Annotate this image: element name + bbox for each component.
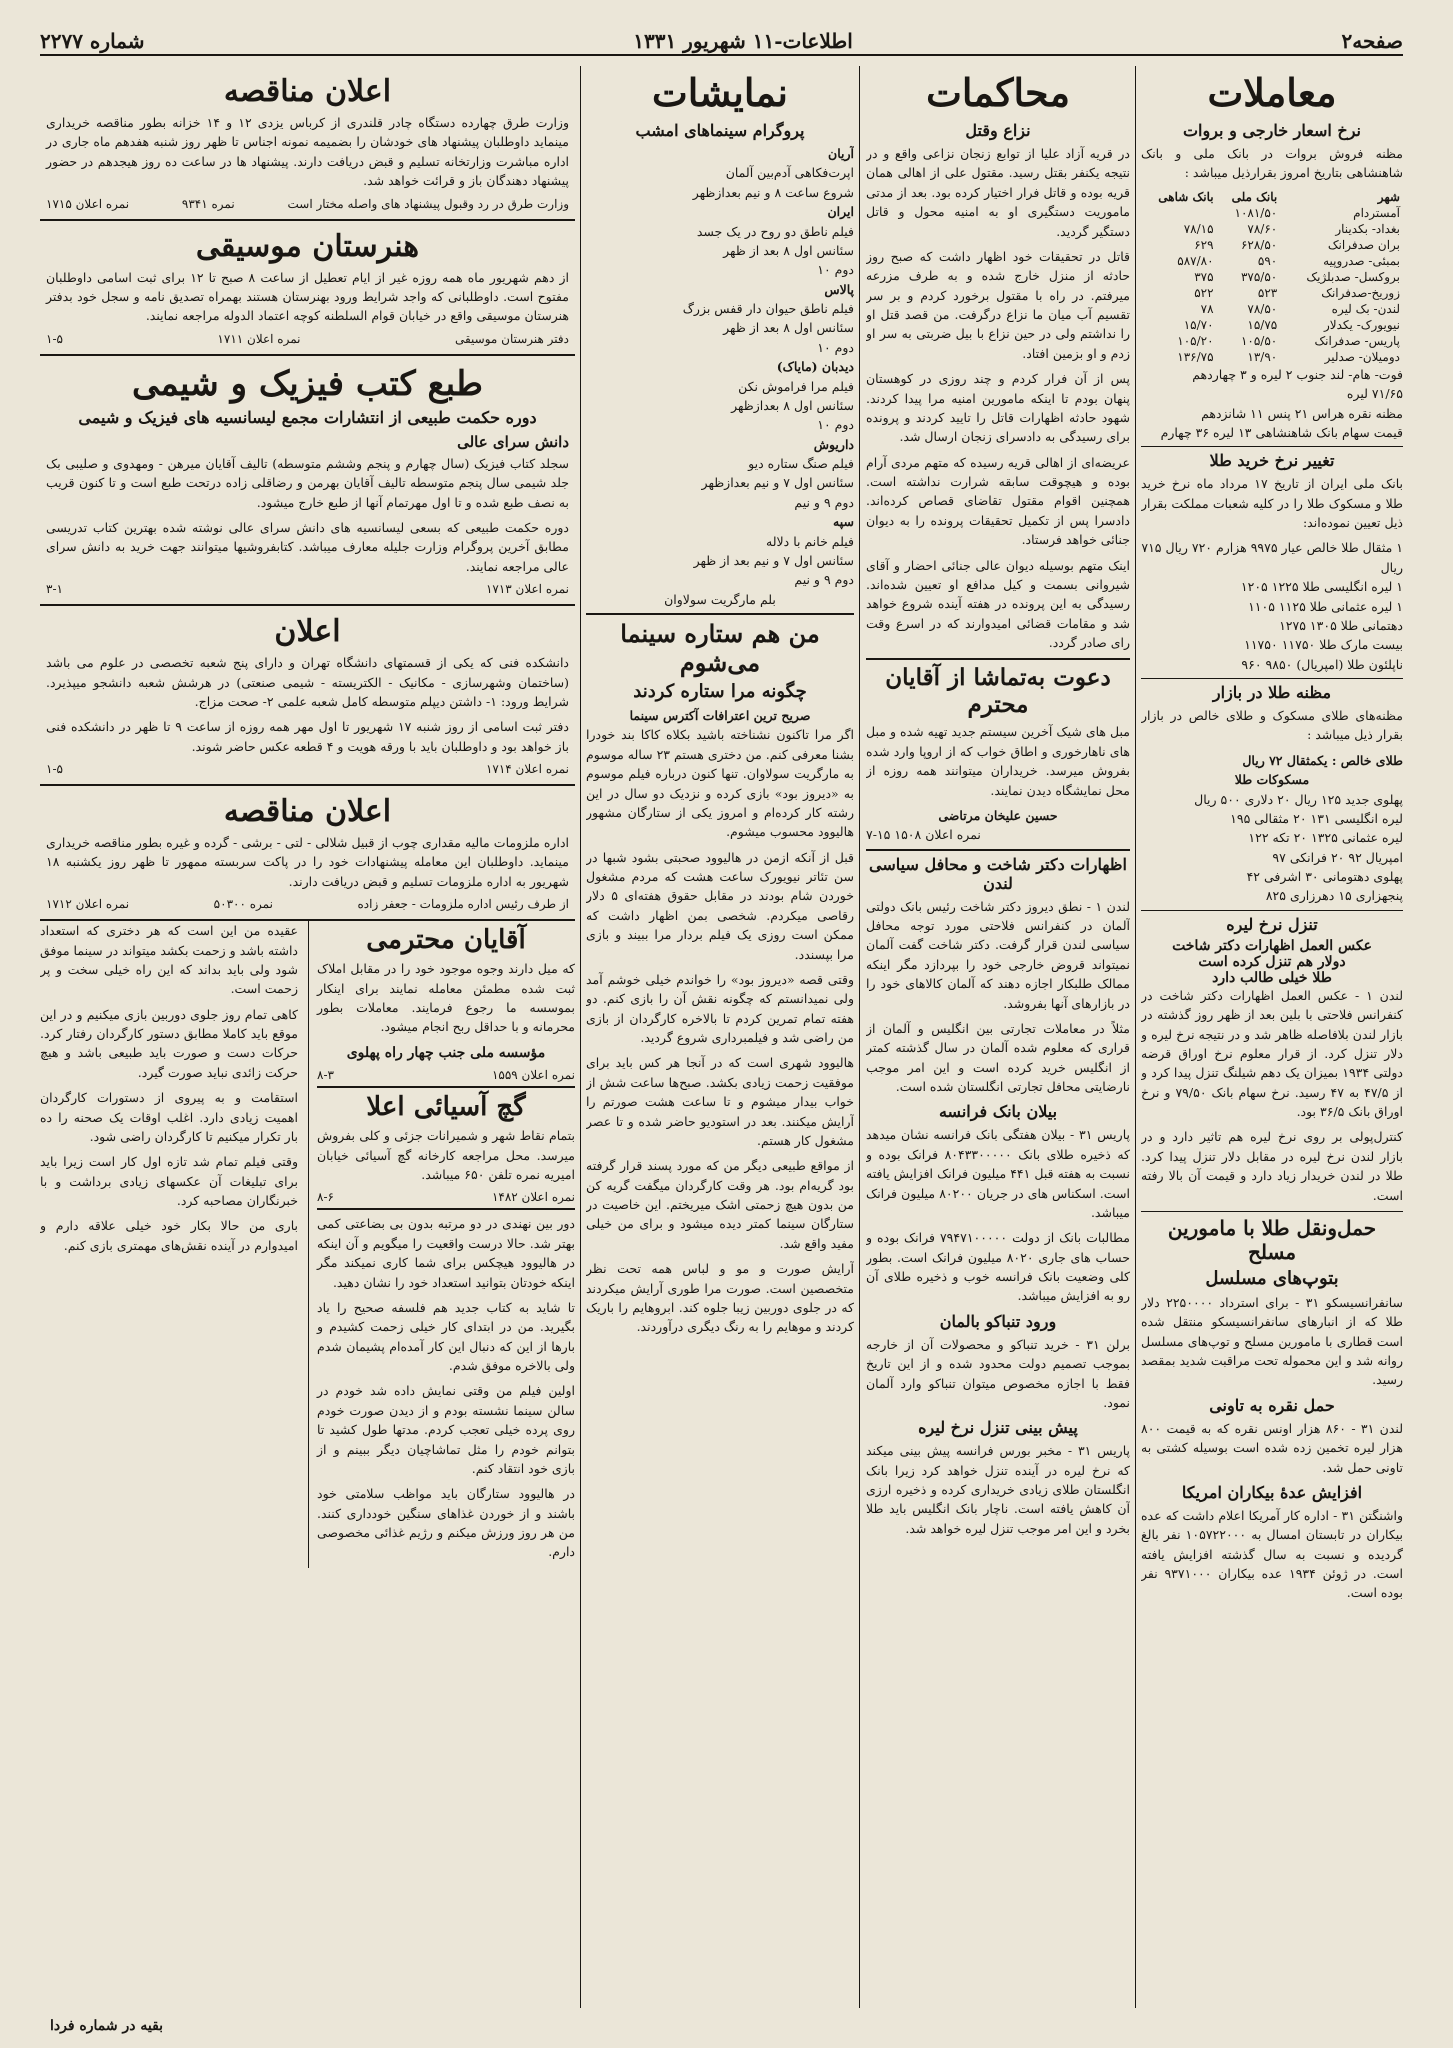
section-title-courts: محاکمات <box>926 70 1070 115</box>
table-cell <box>1141 205 1217 221</box>
table-row <box>1141 221 1403 237</box>
music-code: ۱-۵ <box>46 331 63 346</box>
books-body: سجلد کتاب فیزیک (سال چهارم و پنجم وششم متوسطه) تالیف آقایان میرهن - ومهدوی و صلیبی بک جلد شیمی سال پنجم متوسطه تالیف آقایان بهرمن و رضاقلی زاده درتحت طبع است و تا کنون قریب به نصف طبع شده و تا اول مهرتمام آنها از طبع خارج میشود. <box>46 455 569 510</box>
cinema-line: فیلم مرا فراموش نکن <box>738 378 854 394</box>
cinema-line: سئانس اول ۷ و نیم بعد از ظهر <box>693 552 854 568</box>
article-paragraph: استقامت و به‌ پیروی از دستورات کارگردان اهمیت زیادی دارد. اغلب اوقات یک صحنه را ده بار تکرار میکنیم تا کارگردان راضی شود. <box>40 1090 298 1144</box>
cinema-line: دوم ۹ و نیم <box>794 494 854 510</box>
notice-code: ۱-۵ <box>46 762 63 776</box>
fx-heading: نرخ اسعار خارجی و بروات <box>1182 121 1362 140</box>
cinema-line: دوم ۱۰ <box>817 262 854 278</box>
article-paragraph: قبل از آنکه ازمن در هالیوود صحبتی بشود شبها در سن تئاتر نیویورک ساعت هشت که مردم مشغول خوردن شام بودند در مقابل حقوق هفته‌ای ۵ دلار رقاصی میکردم. شخصی بمن اظهار داشت که ممکن است روزی یک فیلم بردار مرا ببیند و بازی مرا بپسندد. <box>586 849 854 962</box>
table-cell: ۳۷۵ <box>1194 269 1214 284</box>
books-title: طبع کتب فیزیک و شیمی <box>132 363 483 404</box>
gold-intro: بانک ملی ایران از تاریخ ۱۷ مرداد ماه نرخ خرید طلا و مسکوک طلا را در کلیه شعبات مملکت بقرار ذیل تعیین نموده‌اند: <box>1141 476 1403 530</box>
cinema-line: دوم ۱۰ <box>817 339 854 355</box>
table-cell: ۱۳۶/۷۵ <box>1177 349 1214 364</box>
cinema-line: شروع ساعت ۸ و نیم بعدازظهر <box>692 184 854 200</box>
divider <box>1141 1211 1403 1212</box>
invite-number: نمره اعلان ۱۵۰۸ ۱۵-۷ <box>866 827 981 843</box>
coin-row: امپریال ۹۲ ۲۰ فرانکی ۹۷ <box>1272 849 1403 865</box>
music-title: هنرستان موسیقی <box>195 228 420 264</box>
silver-heading: حمل نقره به‌ تاونی <box>1209 1395 1335 1415</box>
column-rule <box>859 66 860 2008</box>
fx-intro: مظنه فروش بروات در بانک ملی و بانک شاهنشاهی بتاریخ امروز بقرارذیل میباشد : <box>1141 146 1403 181</box>
page-label: صفحه۲ <box>1341 29 1403 53</box>
notice-body: دانشکده فنی که یکی از قسمتهای دانشگاه تهران و دارای پنج‌ شعبه تخصصی در علوم می باشد (ساختمان وشهرسازی - مکانیک - الکتریسته - شیمی صنعتی) در هرشش شعبه دانشجو میپذیرد. شرایط ورود: ۱- داشتن دیپلم متوسطه کامل شعبه علمی ۲- صحت مزاج. <box>46 655 569 709</box>
star-kicker: صریح ترین اعترافات آکترس سینما <box>629 708 811 723</box>
gold-row: ۱ لیره انگلیسی طلا ۱۲۲۵ ۱۲۰۵ <box>1240 579 1403 595</box>
program-footer: بلم مارگریت سولاوان <box>664 591 776 607</box>
table-cell: ۳۷۵/۵۰ <box>1240 269 1278 284</box>
table-cell: نیویورک- یکدلار <box>1323 317 1400 332</box>
silver-body: لندن ۳۱ - ۸۶۰ هزار اونس نقره که به قیمت ۸۰۰ هزار لیره تخمین زده شده است بوسیله کشتی به‌ تاونی حمل شد. <box>1141 1420 1403 1475</box>
article-paragraph: هالیوود شهری است که در آنجا هر کس باید برای موفقیت زحمت زیادی بکشد. صبح‌ها ساعت شش از خواب بیدار میشوم و تا ساعت هشت صورتم را آرایش میکنند. بعد در استودیو حاضر شده و تا عصر مشغول کار هستم. <box>586 1055 854 1148</box>
table-row <box>1141 333 1403 349</box>
music-body: از دهم شهریور ماه همه روزه غیر از ایام تعطیل از ساعت ۸ صبح تا ۱۲ برای ثبت اسامی داوطلبان مفتوح است. داوطلبانی که واجد شرایط ورود بهنرستان هستند بهمراه تصدیق نامه و سجل خود بدفتر هنرستان موسیقی واقع در خیابان قوام السلطنه کوچه اعتماد الدوله مراجعه نمایند. <box>46 269 570 324</box>
music-school-ad <box>40 221 575 356</box>
fx-note: قیمت سهام بانک شاهنشاهی ۱۳ لیره ۳۶ چهارم <box>1160 424 1403 440</box>
table-header-cell: شهر <box>1377 189 1400 204</box>
tender-number: نمره اعلان ۱۷۱۲ <box>46 897 130 912</box>
article-paragraph: تا شاید به کتاب جدید هم فلسفه صحیح را یاد بگیرید. من در ابتدای کار خیلی زحمت کشیدم و بارها از این که دنبال این کار آمده‌ام پشیمان شدم ولی بالاخره موفق شدم. <box>317 1299 575 1374</box>
cinema-line: سئانس اول ۸ بعدازظهر <box>731 397 854 413</box>
pound-subheading: طلا خیلی طالب دارد <box>1212 969 1332 986</box>
gents-title: آقایان محترمی <box>366 925 526 956</box>
divider <box>317 1086 575 1088</box>
tender-title: اعلان مناقصه <box>223 794 392 829</box>
cinema-line: سئانس اول ۷ و نیم بعدازظهر <box>701 475 854 491</box>
bank-france-title: بیلان بانک فرانسه <box>938 1102 1058 1122</box>
music-signature: دفتر هنرستان موسیقی <box>454 331 569 346</box>
article-paragraph: اگر مرا تاکنون نشناخته باشید بکلاه کاکا بند خودرا بشنا معرفی کنم. من دختری هستم ۲۳ ساله موسوم به مارگریت سولاوان. تنها کنون درباره فیلم موسوم به «دیروز بود» بازی کرده و نزدیک دو سال در این رشته کار کرده‌ام و امروز یکی از ستارگان مشهور هالیوود محسوب میشوم. <box>586 727 854 840</box>
divider <box>1141 446 1403 447</box>
pound-subheading: عکس العمل اظهارات دکتر شاخت <box>1172 937 1372 954</box>
pound-subheading: دولار هم تنزل کرده است <box>1198 953 1346 970</box>
bazaar-text: مظنه‌های طلای مسکوک و طلای خالص در بازار بقرار ذیل میباشد : <box>1141 708 1403 743</box>
tender-ad-2 <box>40 786 575 921</box>
gold-row: ناپلئون طلا (امپریال) ۹۸۵۰ ۹۶۰ <box>1241 656 1403 672</box>
fx-rates-table <box>1141 189 1403 365</box>
issue-number: شماره ۲۲۷۷ <box>40 29 145 53</box>
plaster-number: نمره اعلان ۱۴۸۲ <box>491 1190 575 1205</box>
article-paragraph: در هالیوود ستارگان باید مواظب سلامتی خود باشند و از خوردن غذاهای سنگین خودداری کنند. من هر روز ورزش میکنم و رژیم غذائی مخصوصی دارم. <box>317 1486 575 1560</box>
table-row <box>1141 253 1403 269</box>
notice-body: دفتر ثبت اسامی از روز شنبه ۱۷ شهریور تا اول مهر همه روزه از ساعت ۹ تا ظهر در دانشکده فنی باز خواهد بود و داوطلبان باید با ورقه هویت و ۴ قطعه عکس حاضر شوند. <box>46 719 569 754</box>
fx-note: فوت- هام- لند جنوب ۲ لیره و ۳ چهاردهم <box>1192 366 1403 382</box>
cinema-name: دیدبان (مایاک) <box>776 359 854 375</box>
tobacco-title: ورود تنباکو بالمان <box>939 1311 1057 1331</box>
cinema-line: فیلم خانم با دلاله <box>766 533 854 549</box>
table-cell: بغداد- بکدینار <box>1335 221 1400 236</box>
armed-subheading: بتوپ‌های مسلسل <box>1205 1267 1339 1289</box>
article-paragraph: پس از آن فرار کردم و چند روزی در کوهستان پنهان بودم تا اینکه مامورین امنیه مرا پیدا کردند. شهود حادثه اظهارات قاتل را تایید کردند و پرونده برای رسیدگی به دادسرای زنجان ارسال شد. <box>866 371 1130 445</box>
program-title: پروگرام سینماهای امشب <box>635 121 805 140</box>
invite-title: دعوت به‌تماشا از آقایان محترم <box>885 664 1111 719</box>
coin-row: پهلوی دهتومانی ۳۰ اشرفی ۴۲ <box>1246 869 1403 884</box>
fx-note: ۷۱/۶۵ لیره <box>1346 386 1403 402</box>
books-number: نمره اعلان ۱۷۱۳ <box>485 582 569 597</box>
forecast-title: پیش بینی تنزل نرخ لیره <box>918 1418 1078 1438</box>
table-cell: دومیلان- صدلیر <box>1324 349 1400 364</box>
unemployment-body: واشنگتن ۳۱ - اداره کار آمریکا اعلام داشت که عده بیکاران در تابستان امسال به ۱۰۵۷۲۲۰۰۰ نفر بالغ گردیده و نسبت به سال گذشته افزایش یافته است. در ژوئن ۱۹۳۴ عده بیکاران ۹۳۷۱۰۰۰ نفر بوده است. <box>1141 1507 1403 1601</box>
table-cell: ۱۵/۷۵ <box>1247 317 1278 332</box>
article-paragraph: عقیده من این است که هر دختری که استعداد داشته باشد و زحمت بکشد میتواند در سینما موفق شود ولی باید بداند که این راه خیلی سخت و پر زحمت است. <box>40 923 298 997</box>
cinema-name: سپه <box>833 514 854 530</box>
schacht-title: اظهارات دکتر شاخت و محافل سیاسی لندن <box>869 854 1127 893</box>
armed-heading: حمل‌ونقل طلا با مامورین مسلح <box>1167 1215 1377 1264</box>
table-cell: ۱۰۸۱/۵۰ <box>1234 205 1278 220</box>
table-cell: آمستردام <box>1353 205 1400 220</box>
table-cell: ۱۰۵/۵۰ <box>1240 333 1278 348</box>
lower-ads-row <box>40 921 575 1568</box>
article-paragraph: عریضه‌ای از اهالی قریه رسیده که متهم مردی آرام بوده و هیچوقت سابقه شرارت نداشته است. همچنین اقوام مقتول تقاضای قصاص کرده‌اند. دادسرا پس از تکمیل تحقیقات پرونده را به دیوان جنائی خواهد فرستاد. <box>866 454 1130 548</box>
article-paragraph: برلن ۳۱ - خرید تنباکو و محصولات آن از خارجه بموجب تصمیم دولت محدود شده و از این تاریخ فقط با اجازه مخصوص میتوان تنباکو وارد آلمان نمود. <box>866 1336 1130 1410</box>
tender-signature: از طرف رئیس اداره ملزومات - جعفر زاده <box>357 897 569 912</box>
gold-heading: تغییر نرخ خرید طلا <box>1209 451 1335 471</box>
table-row <box>1141 285 1403 301</box>
gents-number: نمره اعلان ۱۵۵۹ <box>491 1068 575 1083</box>
column-transactions <box>1141 66 1403 2008</box>
column-ads <box>40 66 575 2008</box>
divider <box>866 658 1130 660</box>
bazaar-pure: طلای خالص : یکمثقال ۷۲ ریال <box>1242 752 1403 768</box>
tender-body: اداره ملزومات مالیه مقداری چوب از قبیل شلالی - لتی - برشی - گرده و غیره بطور مناقصه خریداری مینماید. داوطلبان این معامله پیشنهادات خود را در پاکت سربسته ممهور تا ظهر روز یکشنبه ۱۸ شهریور به اداره ملزومات تسلیم و قبض دریافت دارند. <box>46 835 569 889</box>
table-cell: بمبئی- صدروپیه <box>1323 253 1400 268</box>
cinema-name: آریان <box>828 146 854 161</box>
masthead-date: اطلاعات-۱۱ شهریور ۱۳۳۱ <box>633 29 853 53</box>
article-paragraph: پاریس ۳۱ - مخبر بورس فرانسه پیش بینی میکند که نرخ لیره در آینده تنزل خواهد کرد زیرا بانک انگلستان طلای زیادی خریداری کرده و ذخیره ارزی آن کاهش یافته است. ناچار بانک انگلیس باید طلا بخرد و این امر موجب تنزل لیره خواهد شد. <box>866 1443 1130 1536</box>
pound-heading: تنزل نرخ لیره <box>1226 914 1318 934</box>
article-paragraph: مطالبات بانک از دولت ۷۹۴۷۱۰۰۰۰۰ فرانک بوده و حساب های جاری ۸۰۲۰ میلیون فرانک است. بطور کلی وضعیت بانک فرانسه خوب و ذخیره طلای آن رو به افزایش میباشد. <box>866 1230 1130 1304</box>
bazaar-coins-heading: مسکوکات طلا <box>1234 772 1310 788</box>
star-continuation <box>40 921 298 1568</box>
table-cell: ۷۸/۱۵ <box>1183 221 1214 236</box>
table-cell: ۱۰۵/۲۰ <box>1177 333 1214 348</box>
table-header-cell: بانک ملی <box>1231 189 1278 204</box>
pound-body: لندن ۱ - عکس العمل اظهارات دکتر شاخت در کنفرانس فلاحتی با بلین بعد از ظهر روز گذشته در بازار لندن بلافاصله ظاهر شد و در نتیجه نرخ لیره و دلار تنزل کرد. از قرار معلوم نرخ اوراق قرضه دولتی ۱۹۳۴ بمیزان یک دهم شیلنگ تنزل پیدا کرد و از ۴۷/۵ به ۴۷ رسید. نرخ سهام بانک ۷۹/۵۰ و نرخ اوراق بانک ۳۶/۵ بود. <box>1141 987 1403 1119</box>
table-row <box>1141 317 1403 333</box>
notice-number: نمره اعلان ۱۷۱۴ <box>485 762 569 776</box>
table-cell: ۵۲۲ <box>1194 285 1214 300</box>
article-paragraph: دور بین نهندی در دو مرتبه بدون بی بضاعتی کمی بهتر شد. حالا درست واقعیت را میگویم و آن اینکه در هالیوود هیچکس برای شما کاری نمیکند مگر اینکه خودتان بتوانید استعداد خود را نشان دهید. <box>317 1216 575 1290</box>
table-cell: ۵۲۳ <box>1257 285 1278 300</box>
coin-row: پنجهزاری ۱۵ دهرزاری ۸۲۵ <box>1265 888 1403 904</box>
gents-signature: مؤسسه ملی جنب چهار راه پهلوی <box>346 1044 546 1061</box>
tender-code: نمره ۵۰۳۰۰ <box>213 897 273 912</box>
books-school: دانش سرای عالی <box>457 432 569 451</box>
coin-row: لیره انگلیسی ۱۳۱ ۲۰ مثقالی ۱۹۵ <box>1230 810 1403 826</box>
cinema-line: فیلم صنگ ستاره دیو <box>748 456 854 471</box>
article-paragraph: وقتی فیلم تمام شد تازه اول کار است زیرا باید برای تبلیغات آن عکسهای زیادی برداشت و با خبرنگاران مصاحبه کرد. <box>40 1154 298 1208</box>
books-code: ۳-۱ <box>46 582 63 597</box>
gold-row: دهتمانی طلا ۱۳۰۵ ۱۲۷۵ <box>1279 617 1403 633</box>
tender-body: وزارت طرق چهارده دستگاه چادر قلندری از کرباس یزدی ۱۲ و ۱۴ خزانه بطور مناقصه خریداری مینماید داوطلبان پیشنهاد های خودشان را بضمیمه نمونه اجناس تا ظهر روز شنبه هفدهم ماه جاری در اداره مباشرت وزارتخانه تسلیم و قبض دریافت دارند. پیشنهاد ها در ساعت ده روز هیجدهم در حضور پیشنهاد دهندگان باز و قرائت خواهد شد. <box>46 115 569 189</box>
invite-body: مبل های شیک آخرین سیستم جدید تهیه شده و مبل های ناهارخوری و اطاق خواب که از اروپا وارد شده بفروش میرسد. خریداران میتوانند همه روزه از محل نمایشگاه دیدن نمایند. <box>866 724 1130 798</box>
gents-and-plaster-ads <box>308 921 575 1568</box>
invite-signature: حسین علیخان مرتاضی <box>938 807 1058 823</box>
column-rule <box>1135 66 1136 2008</box>
unemployment-heading: افزایش عدهٔ بیکاران امریکا <box>1181 1482 1363 1502</box>
notice-title: اعلان <box>274 614 341 650</box>
cinema-line: دوم ۹ و نیم <box>794 572 854 588</box>
table-header-cell: بانک شاهی <box>1158 189 1214 204</box>
article-paragraph: آرایش صورت و مو و لباس همه تحت نظر متخصصین است. صورت مرا طوری آرایش میکردند که در جلوی دوربین زیبا جلوه کند. ابروهایم را باریک کردند و موهایم را به رنگ دیگری درآوردند. <box>586 1261 854 1335</box>
table-cell: زوریخ-صدفرانک <box>1321 285 1400 300</box>
table-cell: ۱۵/۷۰ <box>1183 317 1214 332</box>
gold-row: بیست مارک طلا ۱۱۷۵۰ ۱۱۷۵۰ <box>1244 637 1403 653</box>
cinema-name: ایران <box>827 204 854 220</box>
notice-ad <box>40 606 575 786</box>
table-row <box>1141 349 1403 365</box>
music-number: نمره اعلان ۱۷۱۱ <box>217 331 301 346</box>
article-paragraph: کاهی تمام روز جلوی دوربین بازی میکنیم و در این موقع باید کاملا مطابق دستور کارگردان رفتار کرد. حرکات دست و صورت باید طبیعی باشد و هیچ حرکت زائدی نباید صورت گیرد. <box>40 1006 298 1080</box>
article-paragraph: در قریه آزاد علیا از توابع زنجان نزاعی واقع و در نتیجه یکنفر بقتل رسید. مقتول علی از اهالی همان قریه بوده و قاتل فرار اختیار کرده بود. بعد از مدتی ماموریت دستگیری او به امنیه محول و قاتل دستگیر گردید. <box>866 146 1130 239</box>
plaster-title: گچ آسیائی اعلا <box>366 1092 526 1123</box>
fx-note: مظنه نقره هراس ۲۱ پنس ۱۱ شانزدهم <box>1201 405 1403 421</box>
column-rule <box>580 66 581 2008</box>
coin-row: لیره عثمانی ۱۳۲۵ ۲۰ تکه ۱۲۲ <box>1248 830 1403 846</box>
books-ad <box>40 356 575 607</box>
gents-code: ۸-۳ <box>317 1068 334 1083</box>
article-paragraph: قاتل در تحقیقات خود اظهار داشت که صبح روز حادثه از منزل خارج شده و به طرف مزرعه میرفتم. در راه با مقتول برخورد کردم و بر سر تقسیم آب میان ما نزاع درگرفت. من قصد قتل او را نداشتم ولی در حین نزاع با بیل ضربتی به سر او زدم و او بزمین افتاد. <box>866 248 1130 361</box>
table-cell: بروکسل- صدبلژیک <box>1306 269 1400 284</box>
divider <box>866 849 1130 851</box>
star-title: من هم ستاره سینما می‌شوم <box>620 619 820 677</box>
cinema-line: فیلم ناطق حیوان دار قفس بزرگ <box>682 301 854 316</box>
table-cell: ۷۸ <box>1200 301 1214 316</box>
table-row <box>1141 269 1403 285</box>
table-cell: ۷۸/۵۰ <box>1247 301 1278 316</box>
gold-row: ۱ مثقال طلا خالص عیار ۹۹۷۵ هزارم ۷۲۰ ریال ۷۱۵ ریال <box>1141 540 1403 575</box>
article-paragraph: لندن ۱ - نطق دیروز دکتر شاخت رئیس بانک دولتی آلمان در کنفرانس فلاحتی مورد توجه محافل سیاسی لندن قرار گرفت. دکتر شاخت گفت آلمان نمیتواند قروض خارجی خود را بپردازد مگر اینکه ممالک طلبکار اجازه دهند که آلمان کالاهای خود را در بازارهای آنها بفروشد. <box>866 898 1130 1011</box>
table-cell: لندن- بک لیره <box>1331 301 1400 316</box>
table-row <box>1141 237 1403 253</box>
gold-row: ۱ لیره عثمانی طلا ۱۱۲۵ ۱۱۰۵ <box>1248 598 1403 614</box>
cinema-line: فیلم ناطق دو روح در یک جسد <box>696 223 854 239</box>
article-paragraph: مثلاً در معاملات تجارتی بین انگلیس و آلمان از قراری که معلوم شده آلمان در سال گذشته کمتر از انگلیس خرید کرده است و این امر موجب نارضایتی محافل تجارتی انگلستان شده است. <box>866 1020 1130 1094</box>
page-header <box>40 28 1403 56</box>
cinema-line: اپرت‌فکاهی آدم‌بین‌ آلمان <box>725 165 854 181</box>
tender-code: نمره ۹۳۴۱ <box>181 196 235 211</box>
table-cell: پاریس- صدفرانک <box>1314 333 1400 348</box>
column-shows <box>586 66 854 2008</box>
tender-number: نمره اعلان ۱۷۱۵ <box>46 196 130 211</box>
table-cell: ۱۳/۹۰ <box>1247 349 1278 364</box>
table-cell: ۵۹۰ <box>1257 253 1278 268</box>
article-paragraph: اولین فیلم من وقتی نمایش داده شد خودم در سالن سینما نشسته بودم و از دیدن صورت خودم روی پرده خیلی تعجب کردم. مدتها طول کشید تا بتوانم خودم را مثل تماشاچیان دیگر ببینم و از بازی خود انتقاد کنم. <box>317 1383 575 1476</box>
article-paragraph: پاریس ۳۱ - بیلان هفتگی بانک فرانسه نشان میدهد که ذخیره طلای بانک ۸۰۴۳۳۰۰۰۰۰ فرانک بوده و نسبت به هفته قبل ۴۴۱ میلیون فرانک افزایش یافته است. اسکناس های در جریان ۸۰۲۰۰ میلیون فرانک میباشد. <box>866 1127 1130 1220</box>
divider <box>317 1208 575 1210</box>
table-row <box>1141 205 1403 221</box>
armed-body: سانفرانسیسکو ۳۱ - برای استرداد ۲۲۵۰۰۰۰ دلار طلا که از انبارهای سانفرانسیسکو منتقل شده است قطاری با مامورین مسلح و توپ‌های مسلسل روانه شد و این محموله تحت مراقبت شدید بمقصد رسید. <box>1141 1294 1403 1388</box>
article-paragraph: از مواقع طبیعی دیگر من که مورد پسند قرار گرفته بود گریه‌ام بود. هر وقت کارگردان میگفت گریه کن من بدون هیچ زحمتی اشک میریختم. این خاصیت در ستارگان سینما کمتر دیده میشود و برای من خیلی مفید واقع شد. <box>586 1158 854 1251</box>
cinema-line: دوم ۱۰ <box>817 417 854 433</box>
tender-ad-1 <box>40 66 575 221</box>
article-paragraph: باری من حالا بکار خود خیلی علاقه دارم و امیدوارم در آینده نقش‌های مهمتری بازی کنم. <box>40 1218 298 1253</box>
fx-table-header <box>1141 189 1403 205</box>
pound-body: کنترل‌پولی بر روی نرخ لیره هم تاثیر دارد و در بازار لندن نرخ لیره در مقابل دلار تنزل پیدا کرد. طلا در لندن خریدار زیاد دارد و قیمت آن بالا رفته است. <box>1141 1129 1403 1203</box>
table-cell: ۶۲۸/۵۰ <box>1240 237 1278 252</box>
cinema-line: سئانس اول ۸ بعد از ظهر <box>723 320 854 336</box>
table-cell: ۷۸/۶۰ <box>1247 221 1278 236</box>
section-title-transactions: معاملات <box>1207 70 1337 115</box>
continued-note: بقیه در شماره فردا <box>50 2018 164 2034</box>
bazaar-heading: مظنه طلا در بازار <box>1212 683 1332 702</box>
cinema-line: سئانس اول ۸ بعد از ظهر <box>723 242 854 258</box>
divider <box>1141 910 1403 911</box>
courts-subheading: نزاع وقتل <box>965 121 1031 140</box>
article-paragraph: وقتی قصه «دیروز بود» را خواندم خیلی خوشم آمد ولی نمیدانستم که چگونه نقش آن را بازی کنم. دو هفته تمام تمرین کردم تا بالاخره کارگردان از بازی من راضی شد و فیلمبرداری شروع گردید. <box>586 971 854 1045</box>
plaster-body: بتمام نقاط شهر و شمیرانات جزئی و کلی بفروش میرسد. محل مراجعه کارخانه گچ آسیائی خیابان امیریه نمره تلفن ۶۵۰ میباشد. <box>317 1128 575 1183</box>
column-courts <box>866 66 1130 2008</box>
table-cell: بران صدفرانک <box>1327 237 1400 252</box>
star-subtitle: چگونه مرا ستاره کردند <box>633 681 807 702</box>
cinema-name: داریوش <box>813 436 854 452</box>
article-paragraph: اینک متهم بوسیله دیوان عالی جنائی احضار و آقای شیروانی بسمت و کیل مدافع او تعیین شده‌اند. رسیدگی به این پرونده در هفته آینده شروع خواهد شد و مقامات قضائی امیدوارند که در اسرع وقت رای صادر گردد. <box>866 557 1130 650</box>
books-subtitle: دوره حکمت طبیعی از انتشارات مجمع لیسانسیه های فیزیک و شیمی <box>78 407 537 427</box>
divider <box>1141 678 1403 679</box>
gents-body: که میل دارند وجوه موجود خود را در مقابل املاک ثبت شده مطمئن معامله نمایند برای اینکار بموسسه ما رجوع فرمایند. معاملات بطور محرمانه و با حداقل ربح انجام میشود. <box>317 961 575 1035</box>
divider <box>586 613 854 615</box>
section-title-shows: نمایشات <box>652 70 788 115</box>
table-cell: ۶۲۹ <box>1194 237 1214 252</box>
cinema-name: پالاس <box>824 281 854 297</box>
table-row <box>1141 301 1403 317</box>
tender-title: اعلان مناقصه <box>223 74 392 109</box>
tender-signature: وزارت طرق در رد وقبول پیشنهاد های واصله مختار است <box>287 196 569 211</box>
coin-row: پهلوی جدید ۱۲۵ ریال ۲۰ دلاری ۵۰۰ ریال <box>1194 791 1403 807</box>
books-body: دوره حکمت طبیعی که بسعی لیسانسیه های دانش سرای عالی نوشته شده بهترین کتاب تدریسی مطابق آخرین پروگرام وزارت جلیله معارف میباشد. کتابفروشیها میتوانند جهت خرید به دانش سرای عالی مراجعه نمایند. <box>46 520 569 574</box>
table-cell: ۵۸۷/۸۰ <box>1177 253 1214 268</box>
plaster-code: ۸-۶ <box>317 1190 334 1205</box>
